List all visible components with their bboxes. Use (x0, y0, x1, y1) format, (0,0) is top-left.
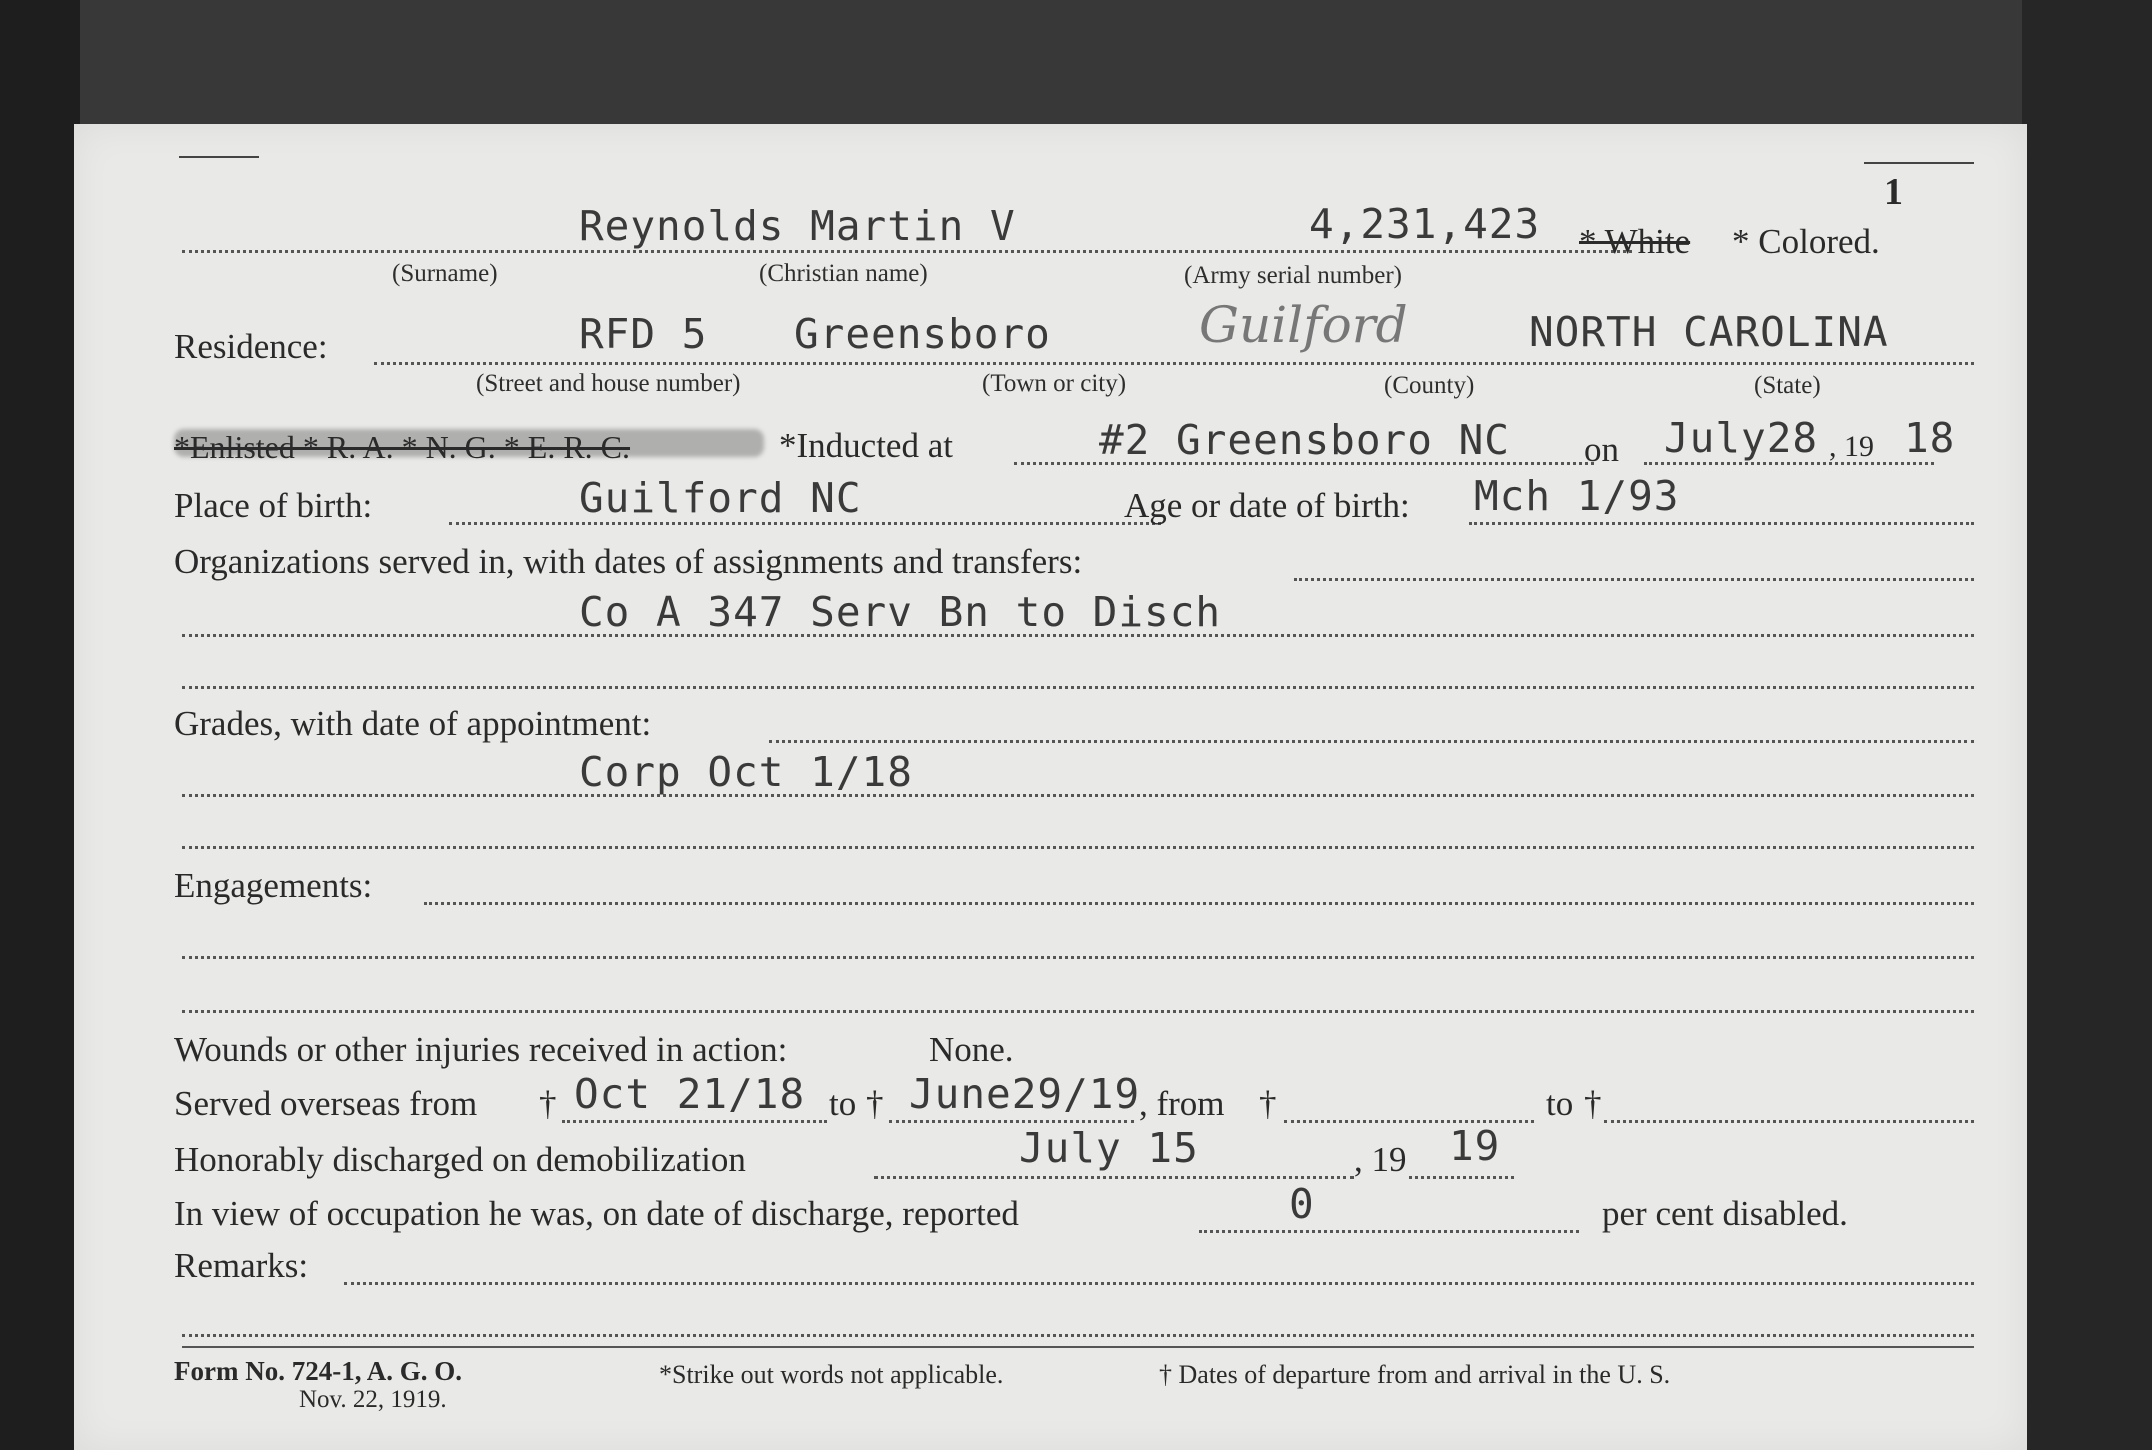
overseas-to-date: June29/19 (909, 1070, 1141, 1118)
race-white-struck: * White (1579, 222, 1691, 261)
residence-town: Greensboro (794, 310, 1051, 358)
wounds-value: None. (929, 1030, 1014, 1069)
residence-street: RFD 5 (579, 310, 708, 358)
overseas-dagger-3: † (1259, 1084, 1277, 1123)
overseas-label: Served overseas from (174, 1084, 478, 1123)
serial-number: 4,231,423 (1309, 200, 1541, 248)
discharge-label: Honorably discharged on demobilization (174, 1140, 746, 1179)
remarks-line-2 (182, 1334, 1974, 1337)
label-christian-name: (Christian name) (759, 260, 928, 287)
grades-label: Grades, with date of appointment: (174, 704, 652, 743)
induction-date: July28 (1664, 414, 1819, 462)
overseas-to-line (889, 1120, 1134, 1123)
overseas-dagger-2: † (866, 1084, 884, 1123)
remarks-label: Remarks: (174, 1246, 309, 1285)
birthdate-value: Mch 1/93 (1474, 472, 1680, 520)
organizations-line-1 (1294, 578, 1974, 581)
wounds-label: Wounds or other injuries received in action: (174, 1030, 788, 1069)
discharge-year: 19 (1449, 1122, 1501, 1170)
birthplace-value: Guilford NC (579, 474, 862, 522)
residence-county: Guilford (1199, 296, 1408, 354)
grades-value: Corp Oct 1/18 (579, 748, 913, 796)
remarks-line-1 (344, 1282, 1974, 1285)
race-colored: * Colored. (1732, 222, 1880, 261)
grades-line-2 (182, 794, 1974, 797)
label-surname: (Surname) (392, 260, 498, 287)
birthdate-line (1469, 522, 1974, 525)
overseas-from2-label: , from (1139, 1084, 1225, 1123)
inducted-label: *Inducted at (779, 426, 953, 465)
discharge-year-line (1409, 1176, 1514, 1179)
card-number: 1 (1884, 171, 1903, 213)
overseas-to2-line (1604, 1120, 1974, 1123)
grades-line-1 (769, 740, 1974, 743)
overseas-from-date: Oct 21/18 (574, 1070, 806, 1118)
disability-label: In view of occupation he was, on date of discharge, reported (174, 1194, 1019, 1233)
grades-line-3 (182, 846, 1974, 849)
disability-suffix: per cent disabled. (1602, 1194, 1848, 1233)
overseas-dagger-4: † (1584, 1084, 1602, 1123)
induction-year: 18 (1904, 414, 1956, 462)
service-record-card (74, 124, 2027, 1450)
soldier-name: Reynolds Martin V (579, 202, 1016, 250)
disability-value: 0 (1289, 1180, 1315, 1228)
top-right-rule (1864, 162, 1974, 164)
on-label: on (1584, 430, 1619, 469)
engagements-line-1 (424, 902, 1974, 905)
name-line (182, 250, 1632, 253)
scanner-background-left (0, 0, 80, 1450)
residence-line (374, 362, 1974, 365)
enlisted-struck: *Enlisted * R. A. * N. G. * E. R. C. (174, 429, 631, 465)
overseas-dagger-1: † (539, 1084, 557, 1123)
discharge-date: July 15 (1019, 1124, 1199, 1172)
label-street: (Street and house number) (476, 370, 741, 397)
residence-state: NORTH CAROLINA (1529, 308, 1889, 356)
disability-line (1199, 1230, 1579, 1233)
inducted-place: #2 Greensboro NC (1099, 416, 1510, 464)
top-left-rule (179, 156, 259, 158)
induction-date-line (1644, 462, 1934, 465)
organizations-label: Organizations served in, with dates of assignments and transfers: (174, 542, 1083, 581)
label-county: (County) (1384, 372, 1475, 399)
residence-label: Residence: (174, 327, 328, 366)
overseas-from-line (562, 1120, 827, 1123)
label-state: (State) (1754, 372, 1821, 399)
birthplace-label: Place of birth: (174, 486, 373, 525)
engagements-label: Engagements: (174, 866, 373, 905)
organizations-value: Co A 347 Serv Bn to Disch (579, 588, 1222, 636)
form-number: Form No. 724-1, A. G. O. (174, 1356, 462, 1386)
birthdate-label: Age or date of birth: (1124, 486, 1410, 525)
form-date: Nov. 22, 1919. (299, 1386, 447, 1413)
organizations-line-3 (182, 686, 1974, 689)
engagements-line-3 (182, 1010, 1974, 1013)
overseas-to-label: to (829, 1084, 857, 1123)
overseas-to2-label: to (1546, 1084, 1574, 1123)
footer-note-strike: *Strike out words not applicable. (659, 1360, 1004, 1389)
discharge-year-prefix: , 19 (1354, 1140, 1407, 1179)
scanner-background-right (2022, 0, 2152, 1450)
engagements-line-2 (182, 956, 1974, 959)
label-town: (Town or city) (982, 370, 1127, 397)
footer-note-dates: † Dates of departure from and arrival in the U. S. (1159, 1360, 1671, 1389)
discharge-date-line (874, 1176, 1354, 1179)
birthplace-line (449, 522, 1161, 525)
footer-rule (182, 1346, 1974, 1348)
scanner-background-top (0, 0, 2152, 125)
label-serial: (Army serial number) (1184, 262, 1402, 289)
induction-year-prefix: , 19 (1829, 430, 1874, 463)
